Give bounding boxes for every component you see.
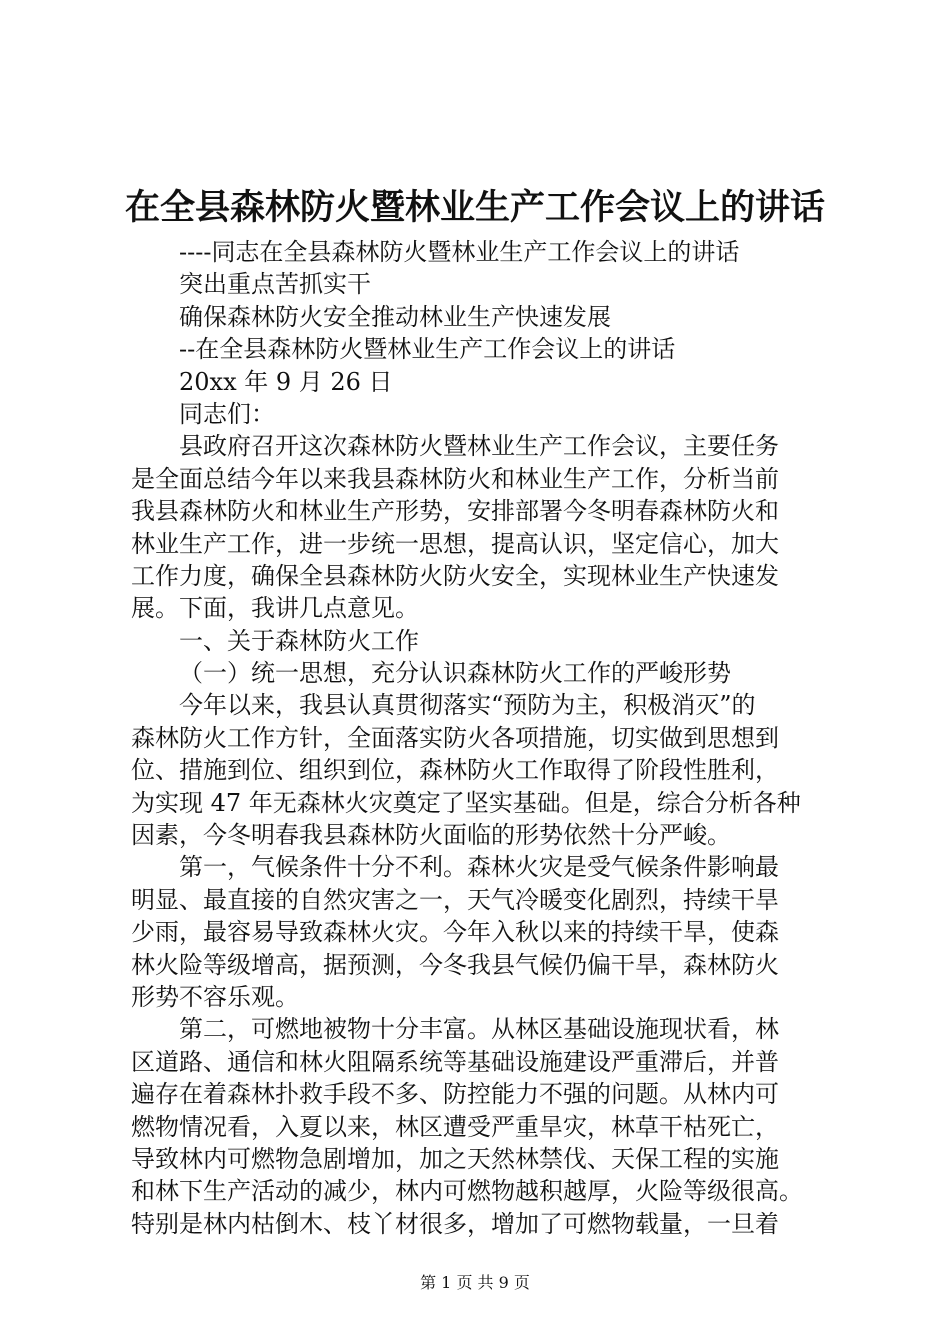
body-line: 今年以来，我县认真贯彻落实“预防为主，积极消灭”的 — [179, 691, 756, 720]
body-line: 少雨，最容易导致森林火灾。今年入秋以来的持续干旱，使森 — [131, 918, 779, 947]
body-line: 因素，今冬明春我县森林防火面临的形势依然十分严峻。 — [131, 821, 731, 850]
body-line: 第二，可燃地被物十分丰富。从林区基础设施现状看，林 — [179, 1015, 779, 1044]
date-line: 20xx 年 9 月 26 日 — [179, 367, 393, 396]
body-line: 我县森林防火和林业生产形势，安排部署今冬明春森林防火和 — [131, 497, 779, 526]
body-line: 第一，气候条件十分不利。森林火灾是受气候条件影响最 — [179, 853, 779, 882]
body-line: 遍存在着森林扑救手段不多、防控能力不强的问题。从林内可 — [131, 1080, 779, 1109]
body-line: 是全面总结今年以来我县森林防火和林业生产工作，分析当前 — [131, 464, 779, 493]
body-line: 和林下生产活动的减少，林内可燃物越积越厚，火险等级很高。 — [131, 1177, 803, 1206]
header-line: 突出重点苦抓实干 — [179, 270, 371, 299]
body-line: 一、关于森林防火工作 — [179, 626, 419, 655]
header-line: ----同志在全县森林防火暨林业生产工作会议上的讲话 — [179, 238, 740, 266]
body-line: 区道路、通信和林火阻隔系统等基础设施建设严重滞后，并普 — [131, 1047, 779, 1076]
body-line: 森林防火工作方针，全面落实防火各项措施，切实做到思想到 — [131, 723, 779, 752]
page-footer: 第 1 页 共 9 页 — [420, 1273, 530, 1292]
body-line: 位、措施到位、组织到位，森林防火工作取得了阶段性胜利， — [131, 756, 779, 785]
document-body — [131, 236, 851, 1240]
body-line: 明显、最直接的自然灾害之一，天气冷暖变化剧烈，持续干旱 — [131, 885, 779, 914]
body-line: 形势不容乐观。 — [131, 982, 299, 1011]
header-line: 确保森林防火安全推动林业生产快速发展 — [179, 302, 611, 331]
body-line: 特别是林内枯倒木、枝丫材很多，增加了可燃物载量，一旦着 — [131, 1209, 779, 1238]
body-line: 林火险等级增高，据预测，今冬我县气候仍偏干旱，森林防火 — [131, 950, 779, 979]
body-line: 工作力度，确保全县森林防火防火安全，实现林业生产快速发 — [131, 561, 779, 590]
body-line: 导致林内可燃物急剧增加，加之天然林禁伐、天保工程的实施 — [131, 1144, 779, 1173]
salutation-line: 同志们： — [179, 399, 275, 428]
body-line: 县政府召开这次森林防火暨林业生产工作会议，主要任务 — [179, 432, 779, 461]
body-line: 展。下面，我讲几点意见。 — [131, 594, 419, 623]
body-paragraphs — [131, 430, 851, 1240]
body-line: 林业生产工作，进一步统一思想，提高认识，坚定信心，加大 — [131, 529, 779, 558]
body-line: （一）统一思想，充分认识森林防火工作的严峻形势 — [179, 659, 731, 688]
header-line: --在全县森林防火暨林业生产工作会议上的讲话 — [179, 335, 676, 364]
body-line: 燃物情况看，入夏以来，林区遭受严重旱灾，林草干枯死亡， — [131, 1112, 779, 1141]
document-title: 在全县森林防火暨林业生产工作会议上的讲话 — [124, 187, 825, 228]
body-line: 为实现 47 年无森林火灾奠定了坚实基础。但是，综合分析各种 — [131, 788, 801, 817]
